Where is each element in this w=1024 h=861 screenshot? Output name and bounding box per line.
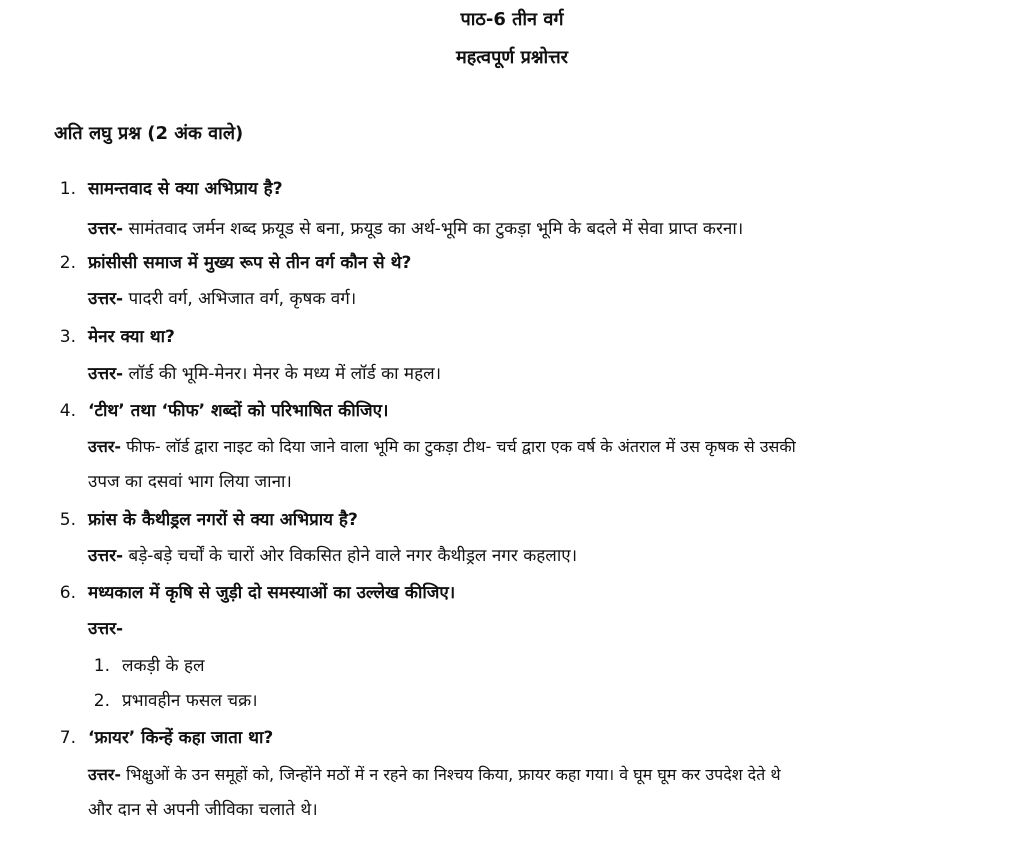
question-text: ‘टीथ’ तथा ‘फीफ’ शब्दों को परिभाषित कीजिए। xyxy=(88,401,389,421)
answer-text: भिक्षुओं के उन समूहों को, जिन्होंने मठों में न रहने का निश्चय किया, फ्रायर कहा गया। वे घूम घूम कर उपदेश देते थे xyxy=(126,765,781,784)
answer-line xyxy=(88,617,123,641)
answer-label: उत्तर- xyxy=(88,289,124,309)
sub-item-text: लकड़ी के हल xyxy=(122,656,205,676)
answer-label: उत्तर- xyxy=(88,546,124,566)
answer-label: उत्तर- xyxy=(88,437,122,456)
answer-text: फीफ- लॉर्ड द्वारा नाइट को दिया जाने वाला भूमि का टुकड़ा टीथ- चर्च द्वारा एक वर्ष के अंतराल में उस कृषक से उसकी xyxy=(126,437,796,456)
answer-label: उत्तर- xyxy=(88,219,124,239)
answer-label: उत्तर- xyxy=(88,619,124,639)
question-number: 1. xyxy=(59,179,76,199)
sub-item-number: 2. xyxy=(93,691,110,711)
question-text: फ्रांसीसी समाज में मुख्य रूप से तीन वर्ग कौन से थे? xyxy=(88,253,412,273)
sub-item-number: 1. xyxy=(93,656,110,676)
question-number: 2. xyxy=(59,253,76,273)
answer-continuation: और दान से अपनी जीविका चलाते थे। xyxy=(88,800,318,820)
answer-line xyxy=(88,544,577,568)
answer-text: सामंतवाद जर्मन शब्द फ्रयूड से बना, फ्रयूड का अर्थ-भूमि का टुकड़ा भूमि के बदले में सेवा प्राप्त करना। xyxy=(128,219,744,239)
sub-item-text: प्रभावहीन फसल चक्र। xyxy=(122,691,258,711)
question-text: फ्रांस के कैथीड्रल नगरों से क्या अभिप्राय है? xyxy=(88,510,358,530)
question-number: 6. xyxy=(59,583,76,603)
answer-line xyxy=(88,435,796,459)
answer-line xyxy=(88,763,781,787)
answer-line xyxy=(88,217,743,241)
answer-label: उत्तर- xyxy=(88,765,122,784)
section-heading: अति लघु प्रश्न (2 अंक वाले) xyxy=(54,123,244,144)
answer-continuation: उपज का दसवां भाग लिया जाना। xyxy=(88,472,292,492)
answer-text: लॉर्ड की भूमि-मेनर। मेनर के मध्य में लॉर्ड का महल। xyxy=(128,364,442,384)
answer-label: उत्तर- xyxy=(88,364,124,384)
question-text: मध्यकाल में कृषि से जुड़ी दो समस्याओं का उल्लेख कीजिए। xyxy=(88,583,456,603)
answer-text: पादरी वर्ग, अभिजात वर्ग, कृषक वर्ग। xyxy=(128,289,357,309)
question-text: ‘फ्रायर’ किन्हें कहा जाता था? xyxy=(88,728,274,748)
question-text: सामन्तवाद से क्या अभिप्राय है? xyxy=(88,179,283,199)
answer-line xyxy=(88,362,441,386)
question-number: 4. xyxy=(59,401,76,421)
question-number: 5. xyxy=(59,510,76,530)
chapter-subtitle: महत्वपूर्ण प्रश्नोत्तर xyxy=(455,47,569,68)
question-number: 3. xyxy=(59,327,76,347)
question-number: 7. xyxy=(59,728,76,748)
answer-line xyxy=(88,287,356,311)
question-text: मेनर क्या था? xyxy=(88,327,175,347)
chapter-title: पाठ-6 तीन वर्ग xyxy=(460,9,564,30)
answer-text: बड़े-बड़े चर्चों के चारों ओर विकसित होने वाले नगर कैथीड्रल नगर कहलाए। xyxy=(128,546,578,566)
